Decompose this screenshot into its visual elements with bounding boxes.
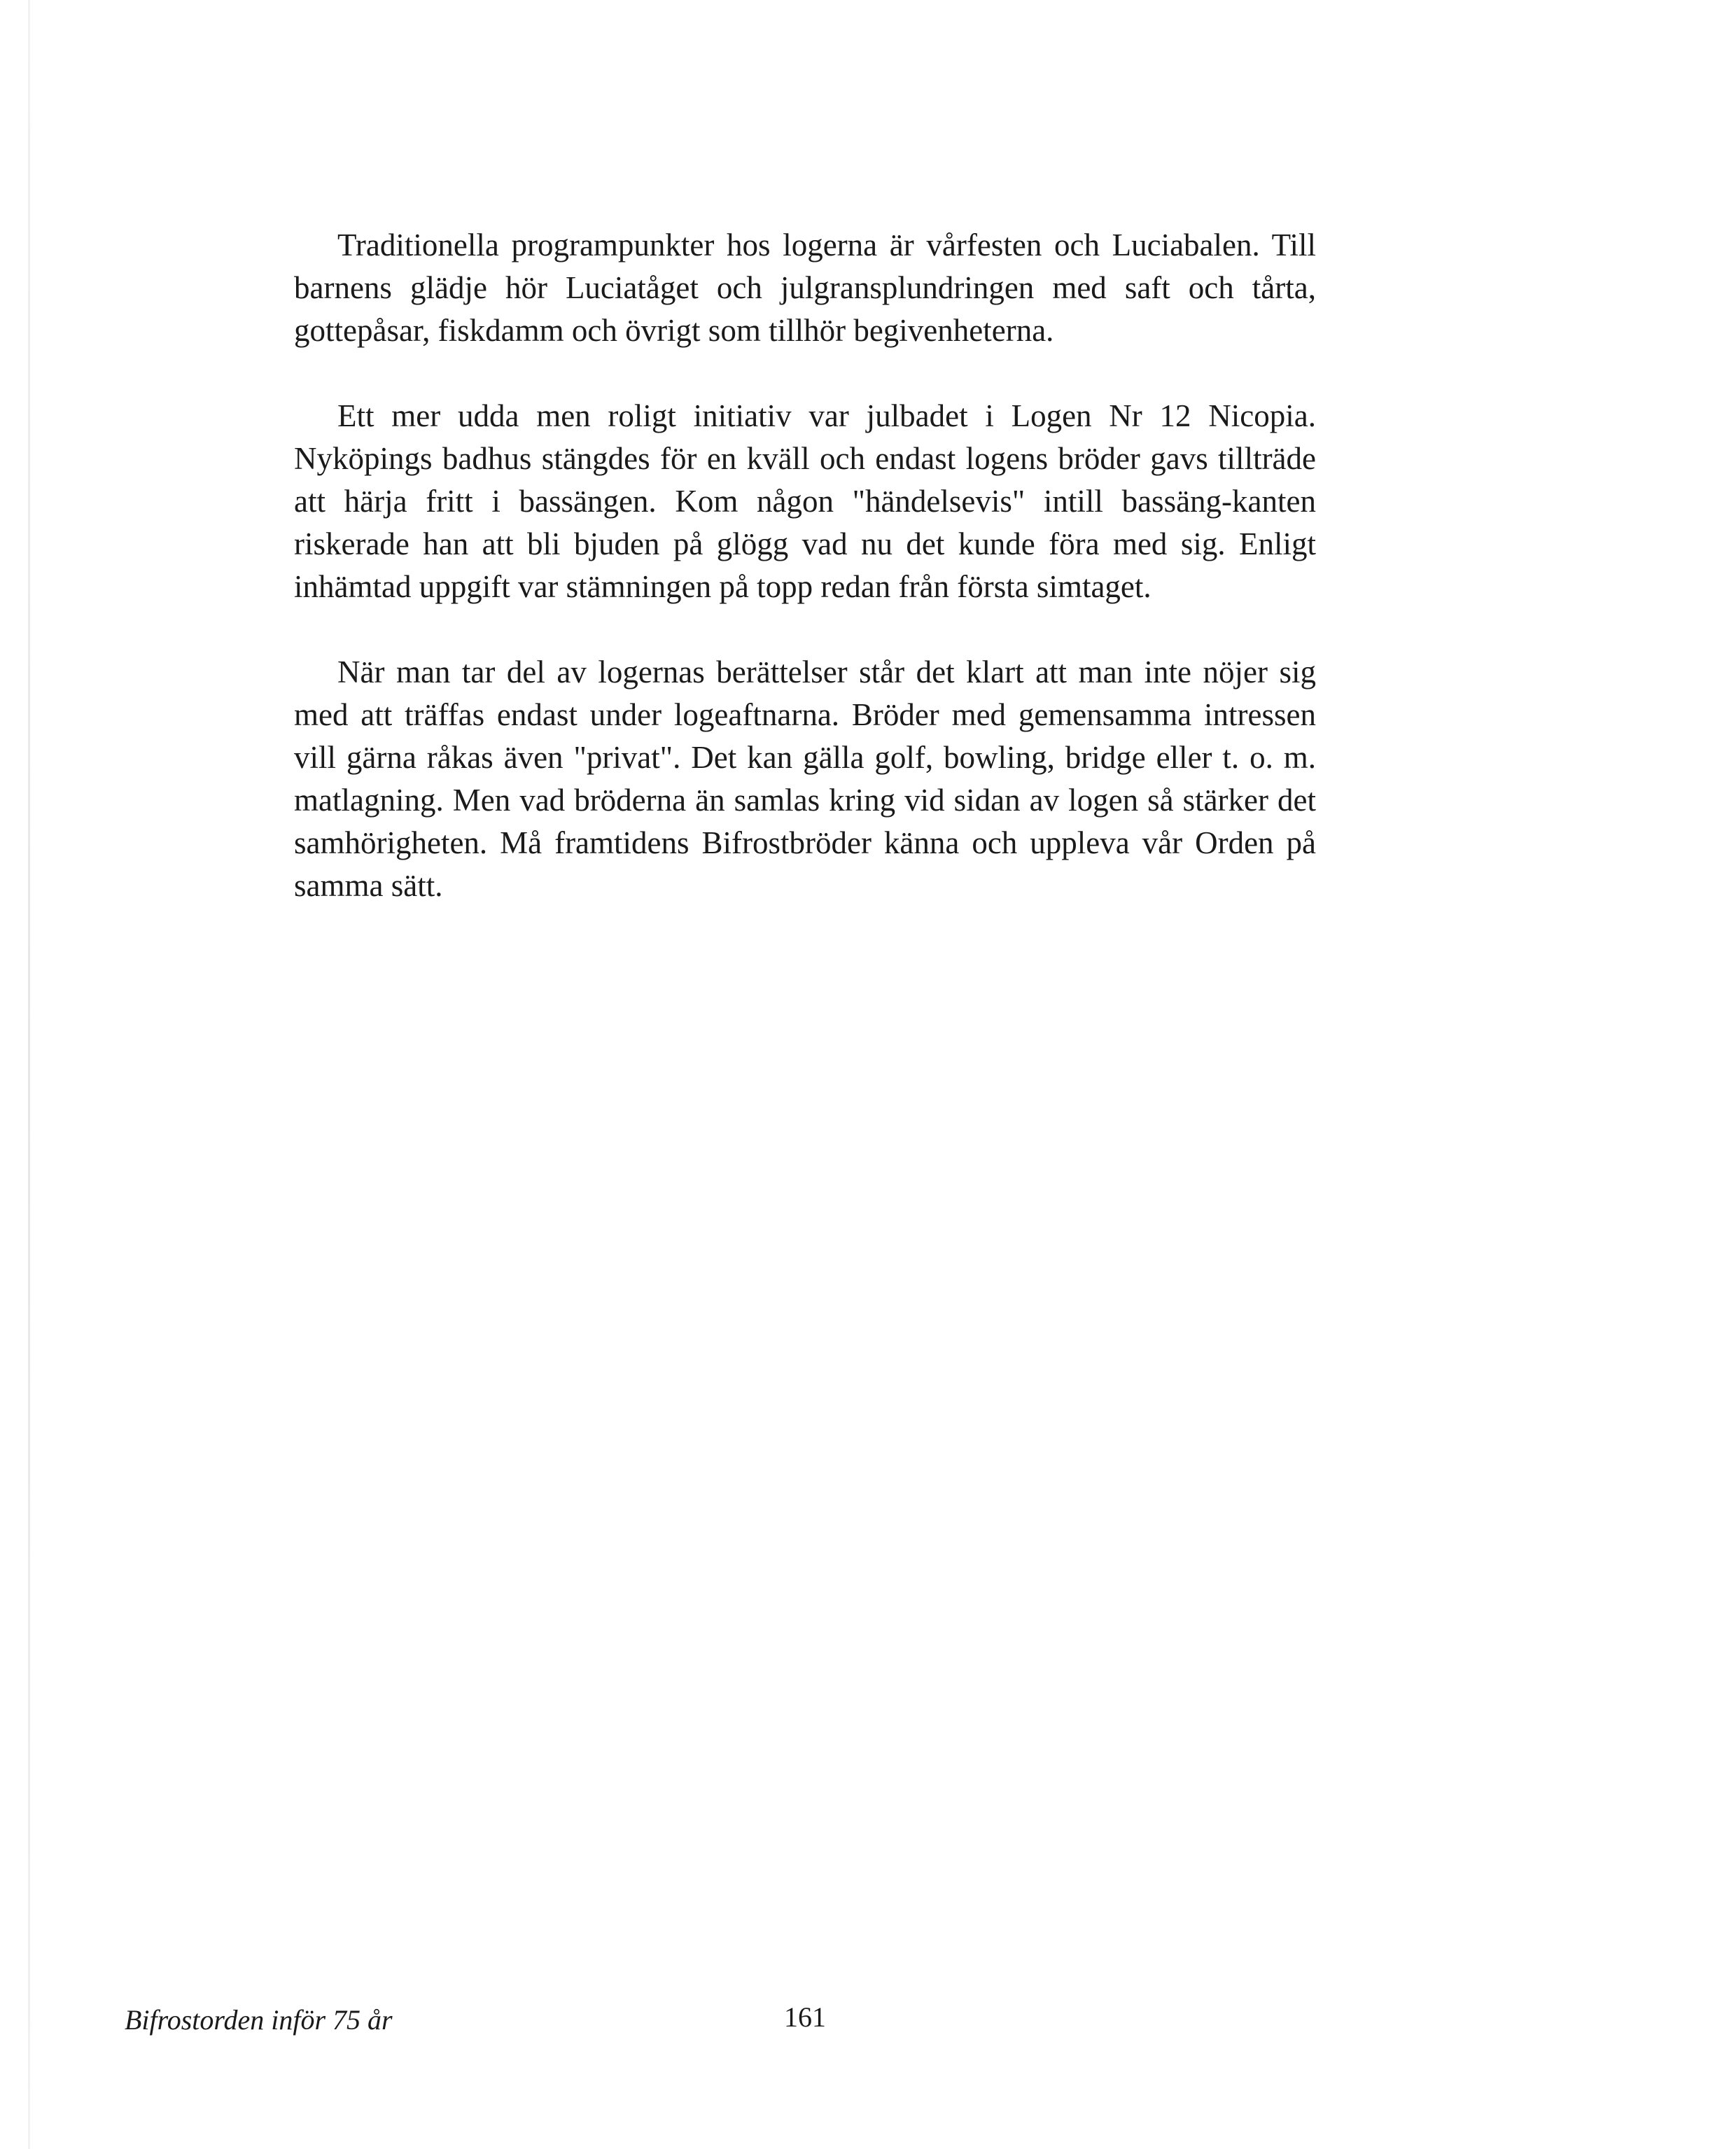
footer-page-number: 161 <box>784 2001 826 2033</box>
footer-book-title: Bifrostorden inför 75 år <box>125 2004 393 2036</box>
paragraph-2: Ett mer udda men roligt initiativ var julbadet i Logen Nr 12 Nicopia. Nyköpings badhus stängdes för en kväll och endast logens bröder gavs tillträde att härja fritt i bassängen. Kom någon "händelsevis" intill bassäng-kanten riskerade han att bli bjuden på glögg vad nu det kunde föra med sig. Enligt inhämtad uppgift var stämningen på topp redan från första simtaget. <box>294 398 1316 604</box>
body-text <box>294 224 1316 950</box>
paragraph-1: Traditionella programpunkter hos logerna är vårfesten och Luciabalen. Till barnens glädje hör Luciatåget och julgransplundringen med saft och tårta, gottepåsar, fiskdamm och övrigt som tillhör begivenheterna. <box>294 227 1316 348</box>
scan-edge <box>28 0 30 2149</box>
paragraph-3: När man tar del av logernas berättelser står det klart att man inte nöjer sig med att träffas endast under logeaftnarna. Bröder med gemensamma intressen vill gärna råkas även "privat". Det kan gälla golf, bowling, bridge eller t. o. m. matlagning. Men vad bröderna än samlas kring vid sidan av logen så stärker det samhörigheten. Må framtidens Bifrostbröder känna och uppleva vår Orden på samma sätt. <box>294 654 1316 903</box>
